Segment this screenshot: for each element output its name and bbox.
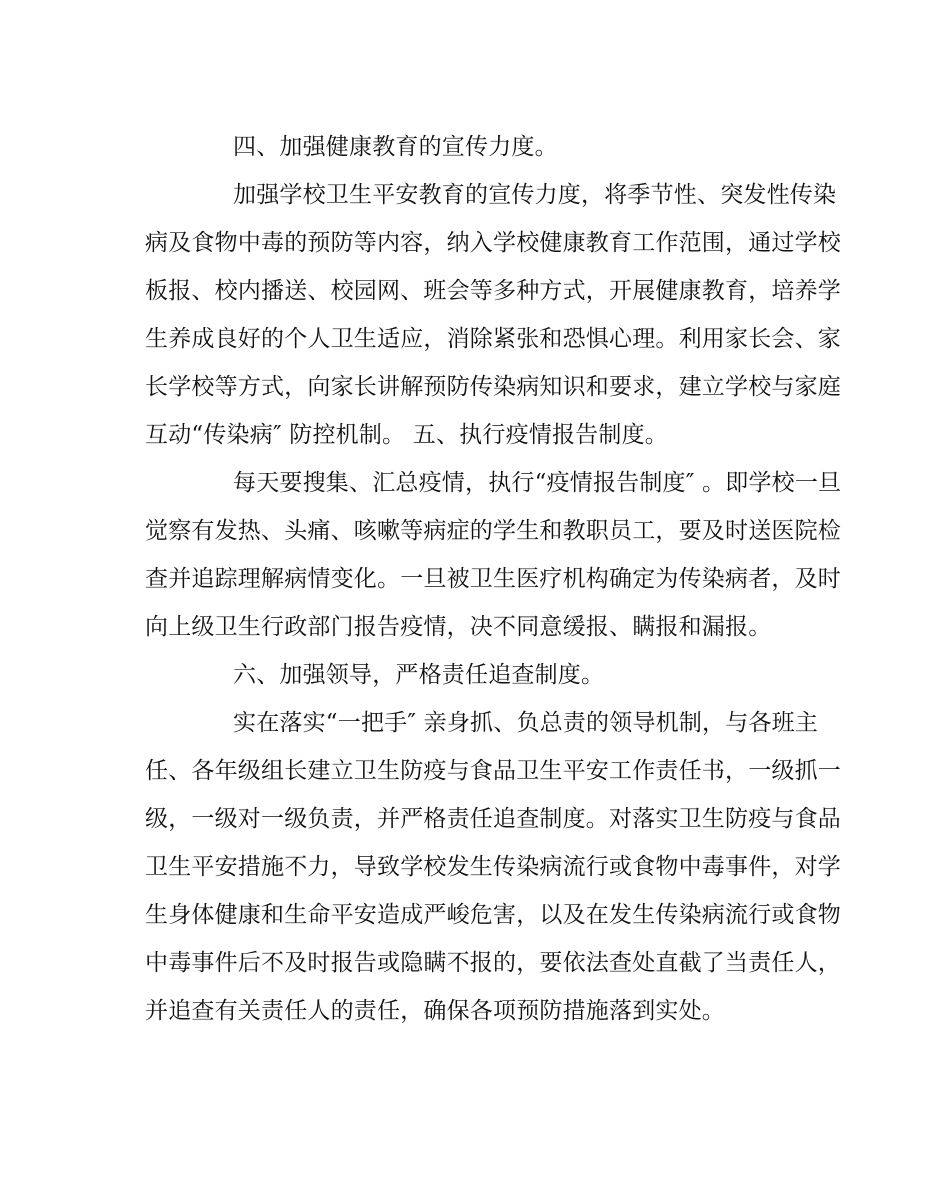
section-heading-6: 六、加强领导，严格责任追查制度。 xyxy=(233,662,605,688)
paragraph-line: 加强学校卫生平安教育的宣传力度，将季节性、突发性传染 xyxy=(233,182,837,208)
paragraph-line: 每天要搜集、汇总疫情，执行“疫情报告制度″ 。即学校一旦 xyxy=(233,470,842,496)
paragraph-line: 长学校等方式，向家长讲解预防传染病知识和要求，建立学校与家庭 xyxy=(145,374,841,400)
paragraph-line: 病及食物中毒的预防等内容，纳入学校健康教育工作范围，通过学校 xyxy=(145,230,841,256)
paragraph-line: 向上级卫生行政部门报告疫情，决不同意缓报、瞒报和漏报。 xyxy=(145,614,772,640)
paragraph-line: 板报、校内播送、校园网、班会等多种方式，开展健康教育，培养学 xyxy=(145,278,841,304)
paragraph-line-with-heading-5: 互动“传染病″ 防控机制。 五、执行疫情报告制度。 xyxy=(145,422,668,448)
paragraph-line: 觉察有发热、头痛、咳嗽等病症的学生和教职员工，要及时送医院检 xyxy=(145,518,841,544)
paragraph-line: 卫生平安措施不力，导致学校发生传染病流行或食物中毒事件，对学 xyxy=(145,854,841,880)
paragraph-line: 实在落实“一把手″ 亲身抓、负总责的领导机制，与各班主 xyxy=(233,710,819,736)
paragraph-line: 中毒事件后不及时报告或隐瞒不报的，要依法查处直截了当责任人， xyxy=(145,950,841,976)
paragraph-line: 生养成良好的个人卫生适应，消除紧张和恐惧心理。利用家长会、家 xyxy=(145,326,841,352)
paragraph-line: 级，一级对一级负责，并严格责任追查制度。对落实卫生防疫与食品 xyxy=(145,806,841,832)
paragraph-line: 任、各年级组长建立卫生防疫与食品卫生平安工作责任书，一级抓一 xyxy=(145,758,841,784)
paragraph-line: 生身体健康和生命平安造成严峻危害，以及在发生传染病流行或食物 xyxy=(145,902,841,928)
section-heading-4: 四、加强健康教育的宣传力度。 xyxy=(233,134,558,160)
paragraph-line: 查并追踪理解病情变化。一旦被卫生医疗机构确定为传染病者，及时 xyxy=(145,566,841,592)
paragraph-line: 并追查有关责任人的责任，确保各项预防措施落到实处。 xyxy=(145,998,725,1024)
